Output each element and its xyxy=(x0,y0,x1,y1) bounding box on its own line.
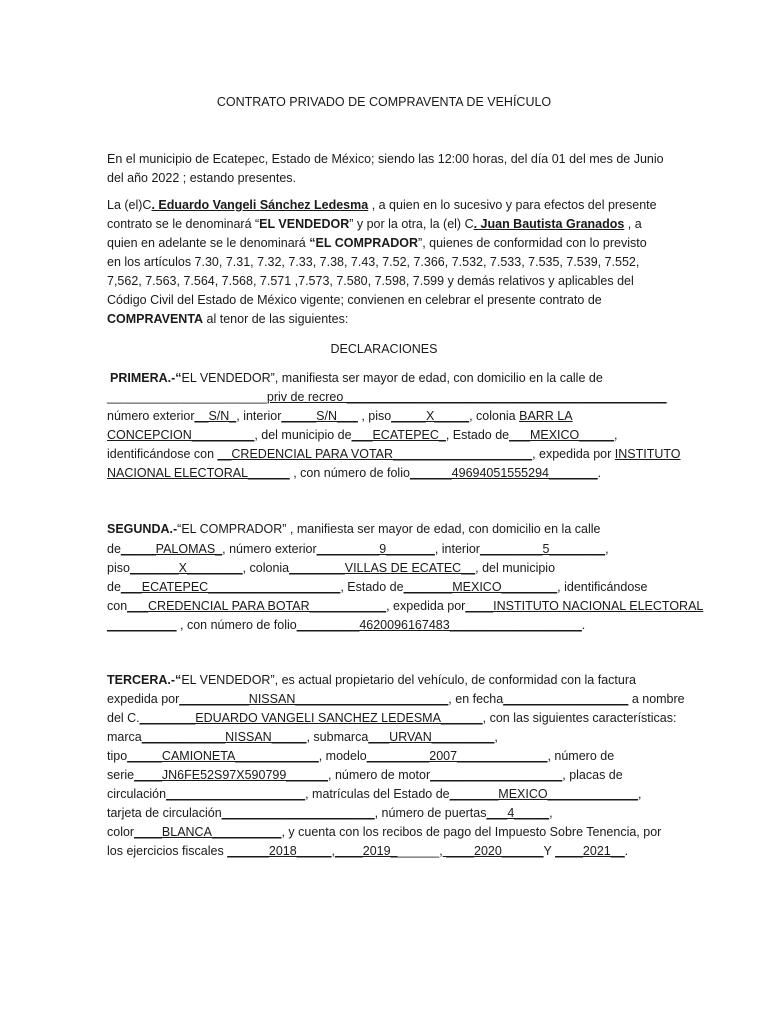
text: con xyxy=(107,599,128,613)
parties-line xyxy=(107,196,657,215)
document-title: CONTRATO PRIVADO DE COMPRAVENTA DE VEHÍCULO xyxy=(216,95,552,109)
parties-line: Código Civil del Estado de México vigente; convienen en celebrar el presente contrato de xyxy=(107,293,602,307)
text: ”, quienes de conformidad con lo previsto xyxy=(418,236,647,250)
submodel-value: ___URVAN_________ xyxy=(368,730,495,744)
text: número exterior xyxy=(107,409,195,423)
circulation-card-value: ______________________ xyxy=(221,806,375,820)
parties-line: en los artículos 7.30, 7.31, 7.32, 7.33, 7.38, 7.43, 7.52, 7.366, 7.532, 7.533, 7.535, 7.539, 7.552, xyxy=(107,255,640,269)
text: EL VENDEDOR”, manifiesta ser mayor de edad, con domicilio en la calle de xyxy=(181,371,603,385)
text: , a xyxy=(624,217,642,231)
text: . xyxy=(624,844,629,858)
tercera-line xyxy=(107,823,661,842)
contract-type: COMPRAVENTA xyxy=(107,312,204,326)
text: , piso xyxy=(357,409,392,423)
text: a nombre xyxy=(628,692,685,706)
text: , modelo xyxy=(318,749,367,763)
text: , en fecha xyxy=(448,692,504,706)
colonia-value: BARR LA xyxy=(519,409,573,423)
floor-value: _______X________ xyxy=(129,561,243,575)
color-value: ____BLANCA__________ xyxy=(134,825,282,839)
primera-line xyxy=(110,369,603,388)
text: EL VENDEDOR”, es actual propietario del vehículo, de conformidad con la factura xyxy=(181,673,636,687)
text: , con las siguientes características: xyxy=(482,711,677,725)
seller-term: EL VENDEDOR xyxy=(259,217,350,231)
primera-line xyxy=(107,445,681,464)
municipality-value: ___ECATEPEC_ xyxy=(351,428,446,442)
floor-value: _____X_____ xyxy=(391,409,470,423)
text: , identificándose xyxy=(557,580,648,594)
issuer-value: ____INSTITUTO NACIONAL ELECTORAL xyxy=(465,599,704,613)
invoice-issuer-value: __________NISSAN______________________ xyxy=(179,692,449,706)
text: serie xyxy=(107,768,135,782)
text: , submarca xyxy=(306,730,369,744)
text: , Estado de xyxy=(445,428,510,442)
folio-value: _________4620096167483___________________ xyxy=(296,618,582,632)
intro-line: En el municipio de Ecatepec, Estado de México; siendo las 12:00 horas, del día 01 del mes de Junio xyxy=(107,152,664,166)
text: , expedida por xyxy=(532,447,615,461)
street-value: priv de recreo xyxy=(266,390,344,404)
blank: ______________________________________________ xyxy=(343,390,667,404)
text: contrato se le denominará “ xyxy=(107,217,260,231)
text: , y cuenta con los recibos de pago del Impuesto Sobre Tenencia, por xyxy=(281,825,662,839)
type-value: _____CAMIONETA____________ xyxy=(127,749,319,763)
parties-line xyxy=(107,310,348,329)
state-value: ___MEXICO_____ xyxy=(509,428,615,442)
text: color xyxy=(107,825,135,839)
tercera-line xyxy=(107,785,641,804)
text: , xyxy=(549,806,553,820)
text: , placas de xyxy=(562,768,623,782)
primera-line xyxy=(107,426,618,445)
municipality-value: ___ECATEPEC___________________ xyxy=(120,580,341,594)
tercera-line xyxy=(107,690,685,709)
text: , matrículas del Estado de xyxy=(305,787,450,801)
text: al tenor de las siguientes: xyxy=(203,312,349,326)
primera-line xyxy=(107,407,573,426)
ext-number-value: __S/N_ xyxy=(194,409,237,423)
ext-number-value: _________9_______ xyxy=(316,542,435,556)
fiscal-year-value: ____2020______ xyxy=(442,844,544,858)
segunda-line xyxy=(107,540,609,559)
text: , número de motor xyxy=(328,768,431,782)
tercera-line xyxy=(107,804,553,823)
brand-value: ____________NISSAN_____ xyxy=(141,730,307,744)
text: , colonia xyxy=(242,561,290,575)
segunda-line xyxy=(107,520,600,539)
text: . xyxy=(597,466,602,480)
segunda-label: SEGUNDA.- xyxy=(107,522,178,536)
primera-line xyxy=(107,464,601,483)
tercera-line xyxy=(107,747,614,766)
fiscal-year-value: ____2021__ xyxy=(555,844,625,858)
text: , del municipio xyxy=(475,561,556,575)
doors-value: ___4_____ xyxy=(486,806,550,820)
segunda-line xyxy=(107,616,585,635)
blank: _______________________ xyxy=(107,390,267,404)
text: , interior xyxy=(434,542,480,556)
buyer-term: “EL COMPRADOR xyxy=(309,236,419,250)
text: , Estado de xyxy=(340,580,404,594)
primera-line xyxy=(107,388,667,407)
text: piso xyxy=(107,561,130,575)
text: de xyxy=(107,580,121,594)
text: del C. xyxy=(107,711,140,725)
text: , xyxy=(331,844,335,858)
issuer-value: INSTITUTO xyxy=(614,447,681,461)
fiscal-year-value: ____2019_ xyxy=(334,844,398,858)
text: La (el)C xyxy=(107,198,152,212)
int-number-value: _________5________ xyxy=(479,542,606,556)
engine-number-value: ___________________ xyxy=(430,768,563,782)
text: tipo xyxy=(107,749,128,763)
fiscal-year-value: ______2018_____ xyxy=(227,844,332,858)
text: . xyxy=(581,618,586,632)
text: , a quien en lo sucesivo y para efectos del presente xyxy=(368,198,657,212)
parties-line: 7,562, 7.563, 7.564, 7.568, 7.571 ,7.573, 7.580, 7.598, 7.599 y demás relativos y aplicables del xyxy=(107,274,634,288)
text: de xyxy=(107,542,121,556)
text: , número exterior xyxy=(222,542,317,556)
blank: __________ xyxy=(107,618,177,632)
folio-value: ______49694051555294_______ xyxy=(409,466,598,480)
street-value: _____PALOMAS_ xyxy=(120,542,223,556)
owner-name-value: ________EDUARDO VANGELI SANCHEZ LEDESMA______ xyxy=(139,711,483,725)
state-value: _______MEXICO________ xyxy=(403,580,558,594)
colonia-value: CONCEPCION xyxy=(107,428,192,442)
text: , número de xyxy=(547,749,615,763)
text: , xyxy=(494,730,498,744)
plates-value: ____________________ xyxy=(166,787,306,801)
tercera-line xyxy=(107,728,498,747)
serial-value: ____JN6FE52S97X590799______ xyxy=(134,768,329,782)
text: , interior xyxy=(236,409,282,423)
text: marca xyxy=(107,730,142,744)
text: ______, xyxy=(397,844,443,858)
text: , xyxy=(638,787,642,801)
primera-label: PRIMERA.-“ xyxy=(110,371,182,385)
seller-name: . Eduardo Vangeli Sánchez Ledesma xyxy=(151,198,369,212)
declaraciones-heading: DECLARACIONES xyxy=(330,342,438,356)
text: , xyxy=(614,428,618,442)
tercera-line xyxy=(107,671,636,690)
text: , con número de folio xyxy=(289,466,410,480)
text: circulación xyxy=(107,787,167,801)
issuer-value: NACIONAL ELECTORAL xyxy=(107,466,249,480)
text: , del municipio de xyxy=(254,428,352,442)
buyer-name: . Juan Bautista Granados xyxy=(473,217,625,231)
parties-line xyxy=(107,215,642,234)
segunda-line xyxy=(107,559,555,578)
text: “EL COMPRADOR” , manifiesta ser mayor de edad, con domicilio en la calle xyxy=(177,522,601,536)
text: expedida por xyxy=(107,692,180,706)
int-number-value: _____S/N___ xyxy=(281,409,358,423)
segunda-line xyxy=(107,597,703,616)
id-document-value: ___CREDENCIAL PARA BOTAR___________ xyxy=(127,599,387,613)
text: los ejercicios fiscales xyxy=(107,844,228,858)
text: quien en adelante se le denominará xyxy=(107,236,310,250)
tercera-line xyxy=(107,766,623,785)
tercera-line xyxy=(107,842,628,861)
text: identificándose con xyxy=(107,447,218,461)
text: , colonia xyxy=(469,409,520,423)
parties-line xyxy=(107,234,647,253)
colonia-value: ________VILLAS DE ECATEC__ xyxy=(289,561,476,575)
tercera-label: TERCERA.-“ xyxy=(107,673,182,687)
invoice-date-value: __________________ xyxy=(503,692,629,706)
registration-state-value: _______MEXICO_____________ xyxy=(449,787,638,801)
segunda-line xyxy=(107,578,648,597)
text: , número de puertas xyxy=(374,806,487,820)
text: , xyxy=(605,542,609,556)
tercera-line xyxy=(107,709,676,728)
id-document-value: __CREDENCIAL PARA VOTAR____________________ xyxy=(217,447,533,461)
text: , expedida por xyxy=(386,599,466,613)
text: Y xyxy=(543,844,556,858)
text: ” y por la otra, la (el) C xyxy=(349,217,474,231)
blank: _________ xyxy=(191,428,255,442)
model-year-value: _________2007_____________ xyxy=(366,749,548,763)
blank: ______ xyxy=(248,466,290,480)
text: , con número de folio xyxy=(176,618,297,632)
intro-line: del año 2022 ; estando presentes. xyxy=(107,171,297,185)
text: tarjeta de circulación xyxy=(107,806,222,820)
